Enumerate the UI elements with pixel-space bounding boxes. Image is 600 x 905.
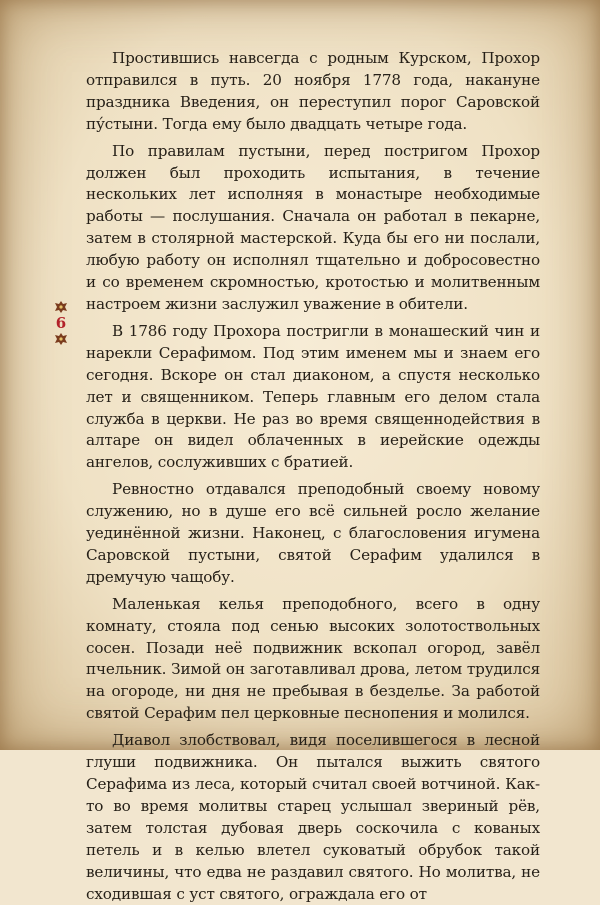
paragraph: Ревностно отдавался преподобный своему новому служению, но в душе его всё сильней росло желание уединённой жизни. Наконец, с благословения игумена Саровской пустыни, святой Серафим удалился в дремучую чащобу. — [86, 480, 540, 586]
body-text — [86, 48, 540, 905]
page-number-block — [50, 301, 72, 345]
paragraph: В 1786 году Прохора постригли в монашеский чин и нарекли Серафимом. Под этим именем мы и знаем его сегодня. Вскоре он стал диаконом, а спустя несколько лет и священником. Теперь главным его делом стала служба в церкви. Не раз во время священнодействия в алтаре он видел облаченных в иерейские одежды ангелов, сослуживших с братией. — [86, 321, 540, 472]
ornament-top-icon — [54, 301, 68, 313]
paragraph: Маленькая келья преподобного, всего в одну комнату, стояла под сенью высоких золотоствольных сосен. Позади неё подвижник вскопал огород, завёл пчельник. Зимой он заготавливал дрова, летом трудился на огороде, ни дня не пребывая в безделье. За работой святой Серафим пел церковные песнопения и молился. — [86, 594, 540, 723]
paragraph: Простившись навсегда с родным Курском, Прохор отправился в путь. 20 ноября 1778 года, накануне праздника Введения, он переступил порог Саровской пу́стыни. Тогда ему было двадцать четыре года. — [86, 49, 540, 133]
page-number: 6 — [55, 314, 67, 332]
paragraph: Диавол злобствовал, видя поселившегося в лесной глуши подвижника. Он пытался выжить святого Серафима из леса, который считал своей вотчиной. Как-то во время молитвы старец услышал звериный рёв, затем толстая дубовая дверь соскочила с кованых петель и в келью влетел суковатый обрубок такой величины, что едва не раздавил святого. Но молитва, не сходившая с уст святого, ограждала его от — [86, 731, 540, 903]
paragraph: По правилам пустыни, перед постригом Прохор должен был проходить испытания, в течение нескольких лет исполняя в монастыре необходимые работы — послушания. Сначала он работал в пекарне, затем в столярной мастерской. Куда бы его ни послали, любую работу он исполнял тщательно и добросовестно и со временем скромностью, кротостью и молитвенным настроем жизни заслужил уважение в обители. — [86, 141, 540, 313]
ornament-bottom-icon — [54, 333, 68, 345]
